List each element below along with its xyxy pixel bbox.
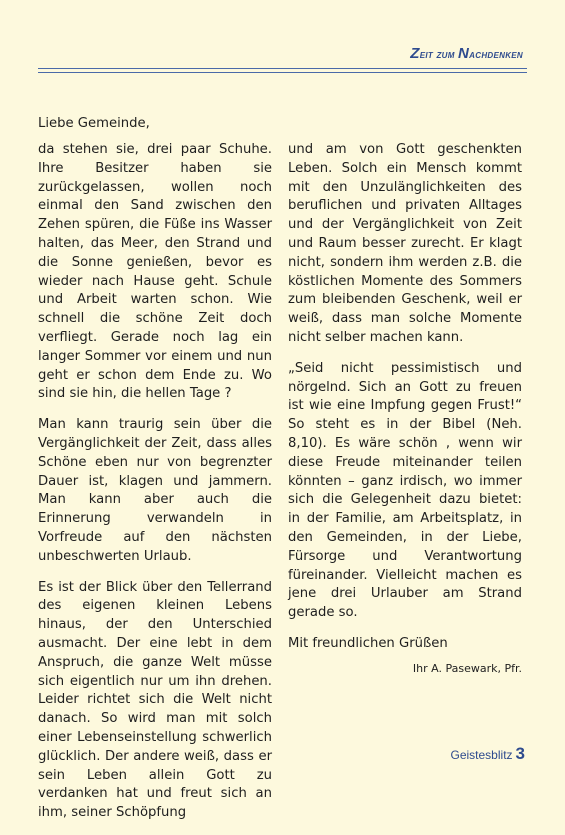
- footer-brand: Geistesblitz: [450, 748, 513, 762]
- header-rule-top: [38, 68, 527, 69]
- paragraph: „Seid nicht pessimistisch und nörgelnd. Sich an Gott zu freuen ist wie eine Impfung gegen Frust!“ So steht es in der Bibel (Neh. 8,10). Es wäre schön , wenn wir diese Freude miteinander teilen könnten – ganz irdisch, wo immer sich die Gelegenheit dazu bietet: in der Familie, am Arbeitsplatz, in den Gemeinden, in der Liebe, Fürsorge und Verantwortung füreinander. Vielleicht machen es jene drei Urlauber am Strand gerade so.: [288, 360, 522, 621]
- closing: Mit freundlichen Grüßen: [288, 635, 448, 651]
- title-cap-n: N: [458, 45, 470, 62]
- title-word-3: achdenken: [469, 49, 523, 61]
- salutation: Liebe Gemeinde,: [38, 116, 150, 131]
- paragraph: da stehen sie, drei paar Schuhe. Ihre Besitzer haben sie zurückgelassen, wollen noch einmal den Sand zwischen den Zehen spüren, die Füße ins Wasser halten, das Meer, den Strand und die Sonne genießen, bevor es wieder nach Hause geht. Schule und Arbeit warten schon. Wie schnell die schöne Zeit doch verfliegt. Gerade noch lag ein langer Sommer vor einem und nun geht er schon dem Ende zu. Wo sind sie hin, die hellen Tage ?: [38, 142, 272, 402]
- right-column: [288, 141, 522, 679]
- page-number: 3: [515, 744, 525, 763]
- page-footer: [451, 744, 526, 764]
- paragraph: Es ist der Blick über den Tellerrand des eigenen kleinen Lebens hinaus, der den Unterschied ausmacht. Der eine lebt in dem Anspruch, die ganze Welt müsse sich eigentlich nur um ihn drehen. Leider richtet sich die Welt nicht danach. So wird man mit solch einer Lebenseinstellung schwerlich glücklich. Der andere weiß, dass er sein Leben allein Gott zu verdanken hat und freut sich an ihm, seiner Schöpfung: [38, 579, 272, 821]
- section-title: [410, 45, 523, 62]
- paragraph: und am von Gott geschenkten Leben. Solch ein Mensch kommt mit den Unzulänglichkeiten des beruflichen und privaten Alltages und der Vergänglichkeit von Zeit und Raum besser zurecht. Er klagt nicht, sondern ihm werden z.B. die köstlichen Momente des Sommers zum bleibenden Geschenk, weil er weiß, dass man solche Momente nicht selber machen kann.: [288, 142, 522, 345]
- header-rule-bottom: [38, 72, 527, 73]
- title-word-2: zum: [436, 49, 455, 61]
- signature: Ihr A. Pasewark, Pfr.: [412, 661, 522, 675]
- paragraph: Man kann traurig sein über die Vergänglichkeit der Zeit, dass alles Schöne eben nur von begrenzter Dauer ist, klagen und jammern. Man kann aber auch die Erinnerung verwandeln in Vorfreude auf den nächsten unbeschwerten Urlaub.: [38, 417, 272, 564]
- title-cap-z: Z: [410, 45, 420, 62]
- title-word-1: eit: [419, 49, 434, 61]
- left-column: [38, 141, 272, 835]
